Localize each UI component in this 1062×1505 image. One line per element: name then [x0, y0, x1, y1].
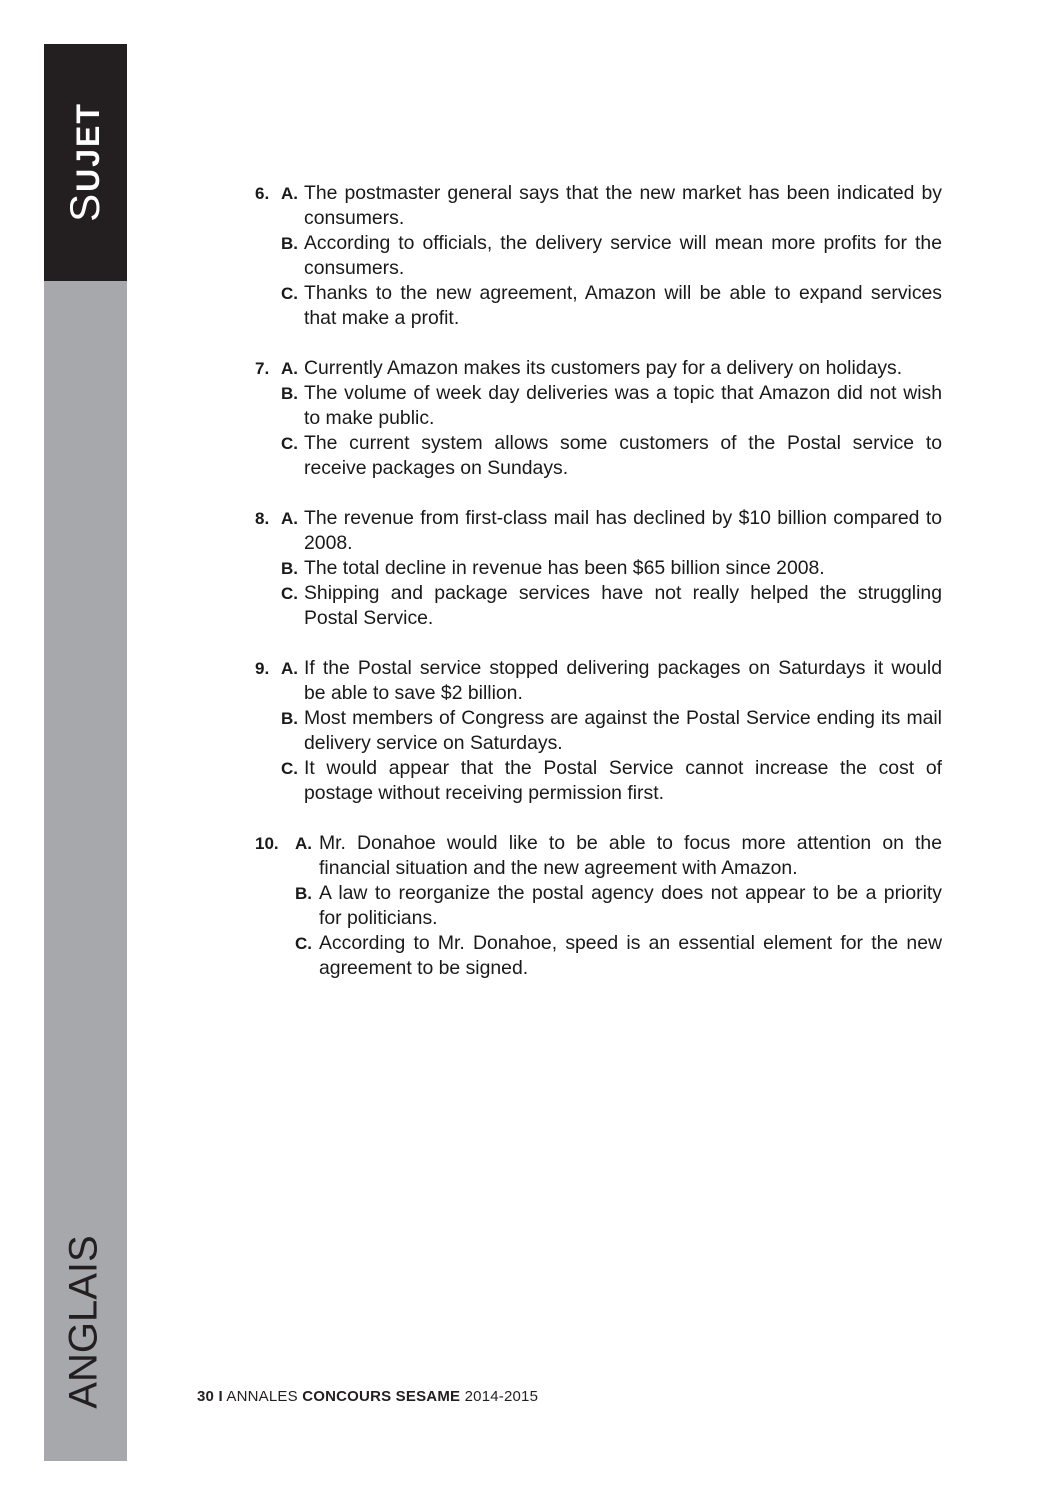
- option-text: The postmaster general says that the new market has been indicated by consumers.: [304, 182, 942, 229]
- option-b: [255, 556, 942, 581]
- footer-annales: ANNALES: [226, 1388, 298, 1405]
- page-number: 30: [197, 1388, 215, 1405]
- question-number: 9.: [255, 659, 270, 678]
- option-a: [255, 506, 942, 556]
- option-b: [255, 231, 942, 281]
- option-text: According to Mr. Donahoe, speed is an essential element for the new agreement to be signed.: [319, 932, 942, 979]
- option-text: If the Postal service stopped delivering packages on Saturdays it would be able to save $2 billion.: [304, 657, 942, 704]
- option-b: [255, 381, 942, 431]
- question-7: [255, 356, 942, 481]
- option-a: [255, 356, 942, 381]
- option-a: [255, 656, 942, 706]
- question-number: 8.: [255, 509, 270, 528]
- option-c: [255, 431, 942, 481]
- option-c: [255, 281, 942, 331]
- option-text: Shipping and package services have not really helped the struggling Postal Service.: [304, 582, 942, 629]
- page-footer: [197, 1388, 538, 1405]
- footer-concours: CONCOURS SESAME: [302, 1388, 461, 1405]
- option-letter: A.: [281, 184, 298, 203]
- option-text: Currently Amazon makes its customers pay for a delivery on holidays.: [304, 357, 903, 379]
- option-text: A law to reorganize the postal agency does not appear to be a priority for politicians.: [319, 882, 942, 929]
- subject-label: ANGLAIS: [61, 1235, 106, 1409]
- question-8: [255, 506, 942, 631]
- option-letter: C.: [281, 434, 298, 453]
- option-b: [255, 706, 942, 756]
- option-letter: B.: [281, 384, 298, 403]
- option-text: Mr. Donahoe would like to be able to focus more attention on the financial situation and the new agreement with Amazon.: [319, 832, 942, 879]
- option-letter: B.: [281, 709, 298, 728]
- footer-years: 2014-2015: [464, 1388, 539, 1405]
- footer-separator: I: [218, 1388, 223, 1405]
- option-a: [255, 181, 942, 231]
- option-text: The total decline in revenue has been $65 billion since 2008.: [304, 557, 825, 579]
- option-text: According to officials, the delivery service will mean more profits for the consumers.: [304, 232, 942, 279]
- option-letter: C.: [295, 934, 312, 953]
- option-b: [255, 881, 942, 931]
- option-letter: B.: [295, 884, 312, 903]
- option-text: The volume of week day deliveries was a topic that Amazon did not wish to make public.: [304, 382, 942, 429]
- option-letter: C.: [281, 759, 298, 778]
- option-c: [255, 581, 942, 631]
- question-number: 7.: [255, 359, 270, 378]
- section-label: SUJET: [61, 102, 108, 222]
- question-6: [255, 181, 942, 331]
- option-text: Most members of Congress are against the Postal Service ending its mail delivery service on Saturdays.: [304, 707, 942, 754]
- option-c: [255, 931, 942, 981]
- option-text: The current system allows some customers of the Postal service to receive packages on Sundays.: [304, 432, 942, 479]
- option-text: Thanks to the new agreement, Amazon will be able to expand services that make a profit.: [304, 282, 942, 329]
- option-letter: C.: [281, 584, 298, 603]
- option-letter: A.: [281, 659, 298, 678]
- option-text: The revenue from first-class mail has declined by $10 billion compared to 2008.: [304, 507, 942, 554]
- option-letter: A.: [281, 359, 298, 378]
- option-letter: A.: [295, 834, 312, 853]
- option-a: [255, 831, 942, 881]
- option-letter: B.: [281, 234, 298, 253]
- option-letter: C.: [281, 284, 298, 303]
- option-letter: A.: [281, 509, 298, 528]
- question-10: [255, 831, 942, 981]
- question-9: [255, 656, 942, 806]
- option-letter: B.: [281, 559, 298, 578]
- option-text: It would appear that the Postal Service cannot increase the cost of postage without receiving permission first.: [304, 757, 942, 804]
- option-c: [255, 756, 942, 806]
- questions-list: [255, 181, 942, 1006]
- question-number: 10.: [255, 834, 279, 853]
- question-number: 6.: [255, 184, 270, 203]
